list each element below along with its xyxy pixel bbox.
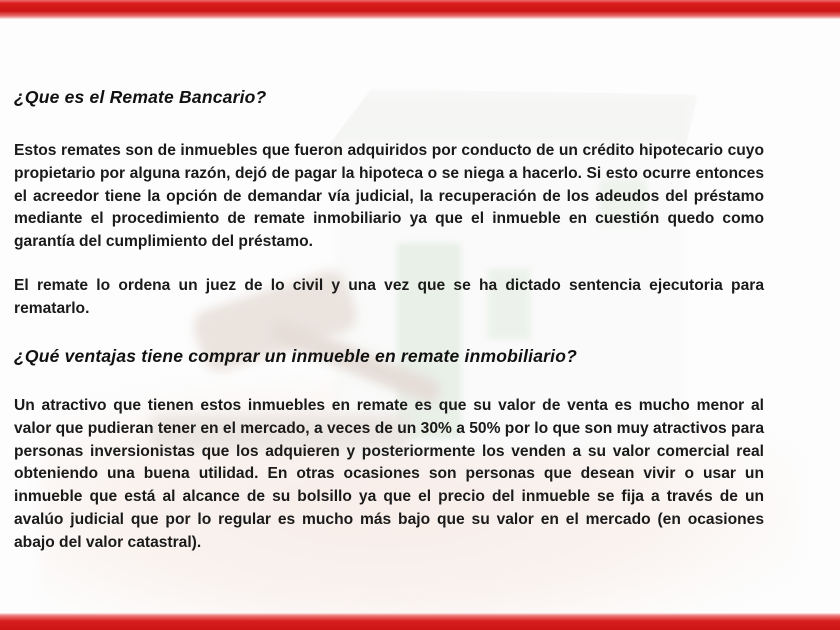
section-heading-what-is-remate: ¿Que es el Remate Bancario? xyxy=(14,87,267,107)
paragraph-advantages: Un atractivo que tienen estos inmuebles en remate es que su valor de venta es mucho menor al valor que pudieran tener en el mercado, a veces de un 30% a 50% por lo que son muy atractivos para personas inversionistas que los adquieren y posteriormente los venden a su valor comercial real obteniendo una buena utilidad. En otras ocasiones son personas que desean vivir o usar un inmueble que está al alcance de su bolsillo ya que el precio del inmueble se fija a través de un avalúo judicial que por lo regular es mucho más bajo que su valor en el mercado (en ocasiones abajo del valor catastral). xyxy=(14,397,764,551)
bottom-red-bar xyxy=(0,613,840,630)
paragraph-remate-definition: Estos remates son de inmuebles que fueron adquiridos por conducto de un crédito hipotecario cuyo propietario por alguna razón, dejó de pagar la hipoteca o se niega a hacerlo. Si esto ocurre entonces el acreedor tiene la opción de demandar vía judicial, la recuperación de los adeudos del préstamo mediante el procedimiento de remate inmobiliario ya que el inmueble en cuestión quedo como garantía del cumplimiento del préstamo. xyxy=(14,142,764,251)
section-heading-advantages: ¿Qué ventajas tiene comprar un inmueble en remate inmobiliario? xyxy=(14,346,578,366)
paragraph-judge-order: El remate lo ordena un juez de lo civil y una vez que se ha dictado sentencia ejecutoria para rematarlo. xyxy=(14,277,764,317)
